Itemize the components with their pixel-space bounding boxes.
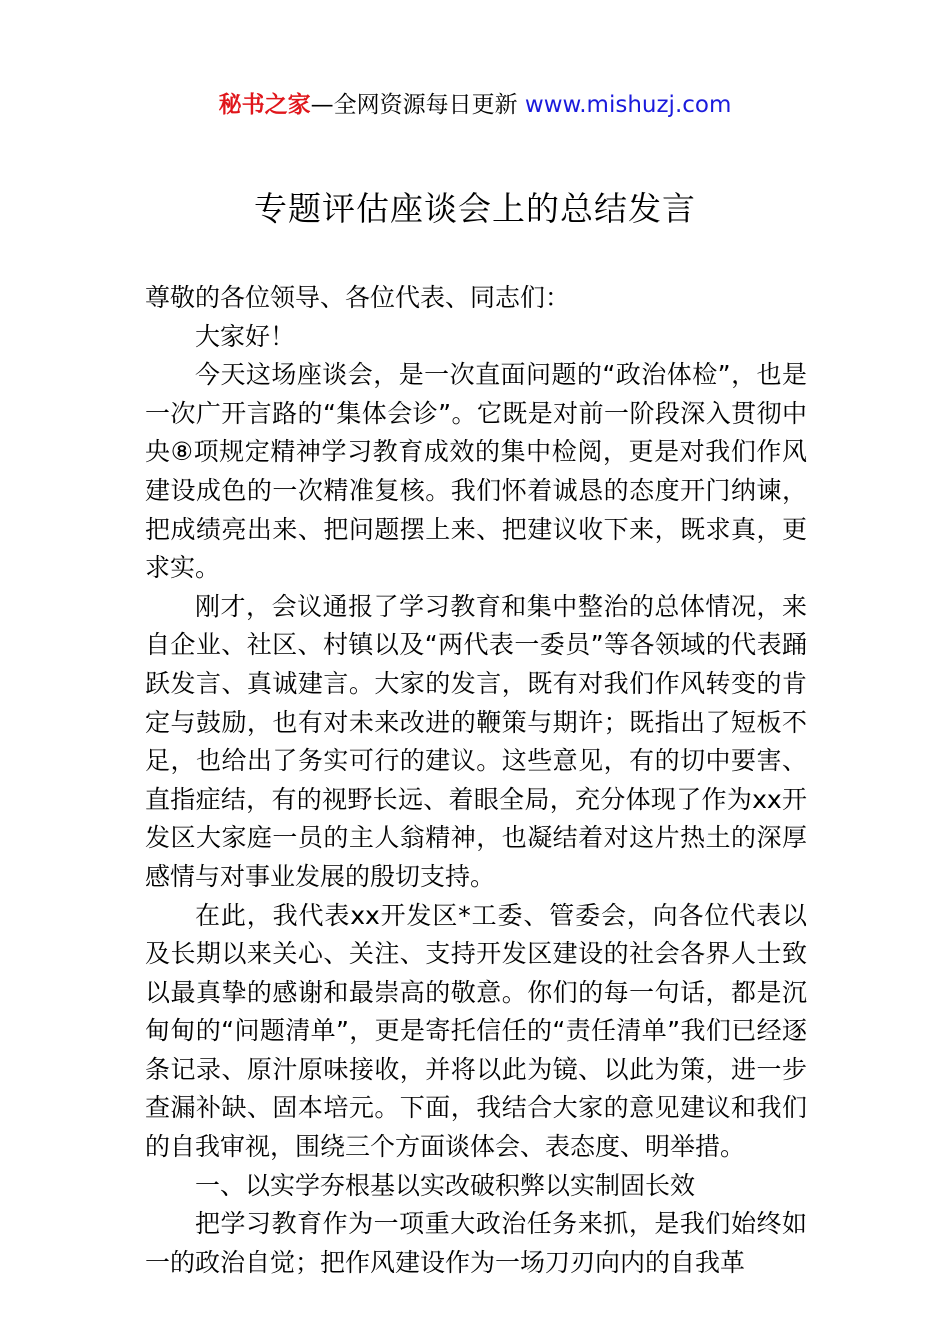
site-brand: 秘书之家 xyxy=(218,92,311,118)
section-heading-1: 一、以实学夯根基以实改破积弊以实制固长效 xyxy=(195,1170,696,1200)
site-url-link[interactable]: www.mishuzj.com xyxy=(524,92,732,118)
document-title: 专题评估座谈会上的总结发言 xyxy=(254,189,696,228)
paragraph-section-1: 把学习教育作为一项重大政治任务来抓，是我们始终如一的政治自觉；把作风建设作为一场刀刃向内的自我革 xyxy=(145,1209,807,1277)
site-header xyxy=(0,88,950,122)
site-tagline: —全网资源每日更新 xyxy=(310,92,518,118)
paragraph-intro: 今天这场座谈会，是一次直面问题的“政治体检”，也是一次广开言路的“集体会诊”。它既是对前一阶段深入贯彻中央⑧项规定精神学习教育成效的集中检阅，更是对我们作风建设成色的一次精准复核。我们怀着诚恳的态度开门纳谏，把成绩亮出来、把问题摆上来、把建议收下来，既求真，更求实。 xyxy=(145,360,807,583)
paragraph-thanks: 在此，我代表xx开发区*工委、管委会，向各位代表以及长期以来关心、关注、支持开发区建设的社会各界人士致以最真挚的感谢和最崇高的敬意。你们的每一句话，都是沉甸甸的“问题清单”，更是寄托信任的“责任清单”我们已经逐条记录、原汁原味接收，并将以此为镜、以此为策，进一步查漏补缺、固本培元。下面，我结合大家的意见建议和我们的自我审视，围绕三个方面谈体会、表态度、明举措。 xyxy=(145,900,807,1162)
document-body xyxy=(145,279,807,1282)
paragraph-greeting: 大家好！ xyxy=(195,321,296,351)
salutation: 尊敬的各位领导、各位代表、同志们： xyxy=(145,283,571,312)
paragraph-review: 刚才，会议通报了学习教育和集中整治的总体情况，来自企业、社区、村镇以及“两代表一委员”等各领域的代表踊跃发言、真诚建言。大家的发言，既有对我们作风转变的肯定与鼓励，也有对未来改进的鞭策与期许；既指出了短板不足，也给出了务实可行的建议。这些意见，有的切中要害、直指症结，有的视野长远、着眼全局，充分体现了作为xx开发区大家庭一员的主人翁精神，也凝结着对这片热土的深厚感情与对事业发展的殷切支持。 xyxy=(145,591,807,891)
